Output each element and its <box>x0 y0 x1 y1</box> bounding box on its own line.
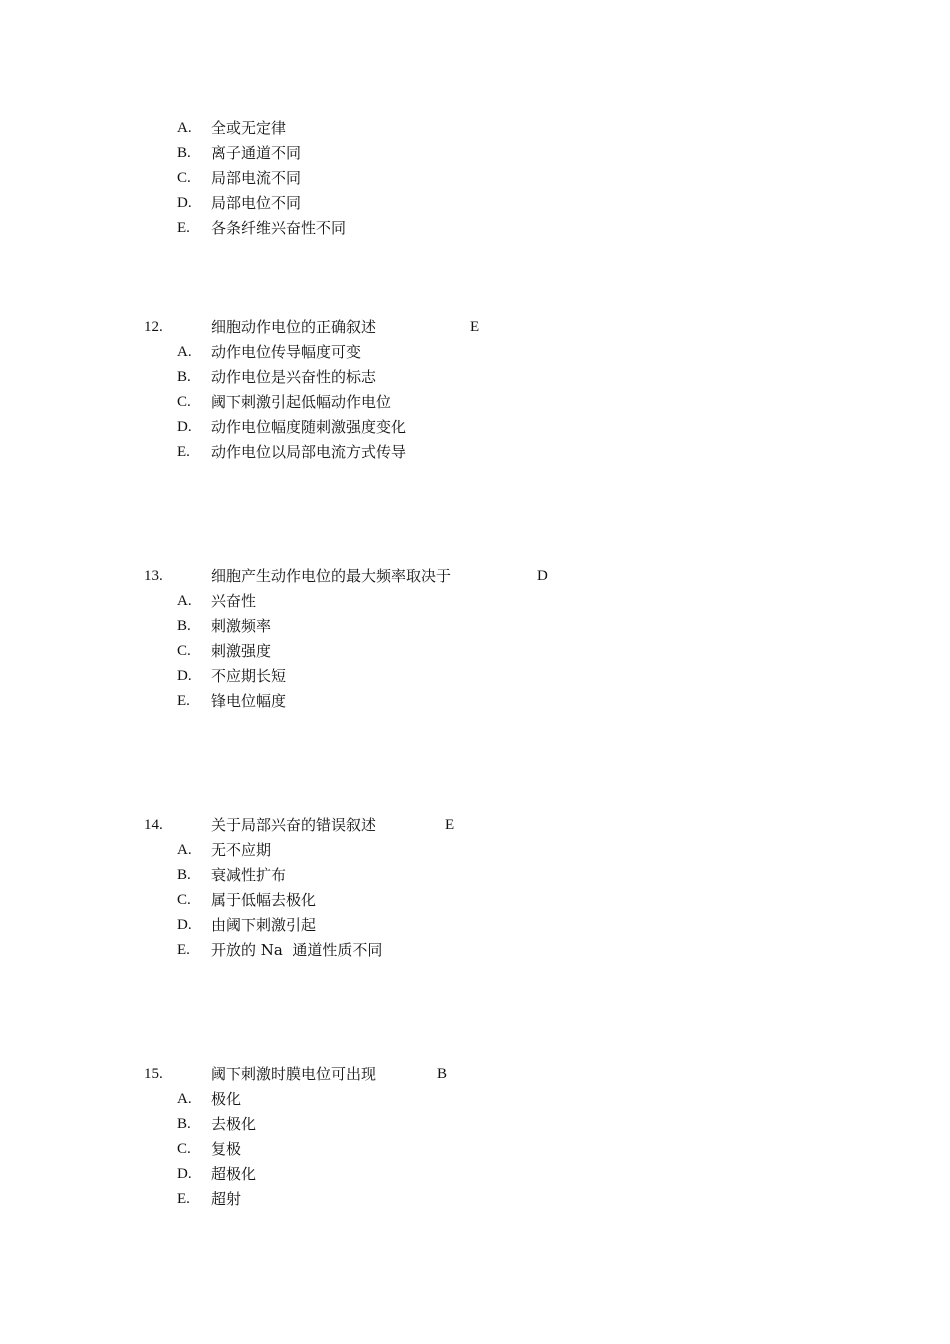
option-letter: B. <box>177 1116 191 1132</box>
option-letter: D. <box>177 1166 192 1182</box>
option-letter: C. <box>177 892 191 908</box>
option-letter: D. <box>177 917 192 933</box>
option-letter: B. <box>177 369 191 385</box>
option-text: 刺激频率 <box>211 617 272 635</box>
option-text: 局部电流不同 <box>211 169 302 187</box>
question-header <box>0 315 950 340</box>
option-row <box>0 116 950 141</box>
option-text: 阈下刺激引起低幅动作电位 <box>211 393 392 411</box>
option-text: 动作电位幅度随刺激强度变化 <box>211 418 407 436</box>
option-letter: E. <box>177 693 190 709</box>
option-text: 复极 <box>211 1140 242 1158</box>
option-text: 属于低幅去极化 <box>211 891 317 909</box>
option-text: 由阈下刺激引起 <box>211 916 317 934</box>
option-row <box>0 415 950 440</box>
option-row <box>0 141 950 166</box>
option-text: 不应期长短 <box>211 667 287 685</box>
question-answer: D <box>537 568 548 584</box>
option-letter: A. <box>177 120 192 136</box>
option-row <box>0 664 950 689</box>
option-row <box>0 166 950 191</box>
option-row <box>0 888 950 913</box>
option-letter: C. <box>177 643 191 659</box>
option-text: 去极化 <box>211 1115 257 1133</box>
option-letter: B. <box>177 867 191 883</box>
option-row <box>0 838 950 863</box>
option-text: 开放的 Na 通道性质不同 <box>211 941 383 959</box>
option-letter: E. <box>177 444 190 460</box>
option-text: 超射 <box>211 1190 242 1208</box>
option-row <box>0 390 950 415</box>
option-row <box>0 1112 950 1137</box>
question-number: 13. <box>144 568 163 584</box>
option-row <box>0 1187 950 1212</box>
option-row <box>0 440 950 465</box>
question-text: 细胞动作电位的正确叙述 <box>211 318 377 336</box>
option-text: 兴奋性 <box>211 592 257 610</box>
option-row <box>0 913 950 938</box>
option-letter: C. <box>177 170 191 186</box>
question-header <box>0 1062 950 1087</box>
option-text: 动作电位以局部电流方式传导 <box>211 443 407 461</box>
option-row <box>0 1137 950 1162</box>
question-number: 14. <box>144 817 163 833</box>
option-letter: E. <box>177 942 190 958</box>
option-text: 刺激强度 <box>211 642 272 660</box>
option-row <box>0 863 950 888</box>
question-text: 关于局部兴奋的错误叙述 <box>211 816 377 834</box>
option-letter: A. <box>177 842 192 858</box>
option-letter: D. <box>177 668 192 684</box>
question-header <box>0 564 950 589</box>
option-text: 动作电位是兴奋性的标志 <box>211 368 377 386</box>
option-text: 极化 <box>211 1090 242 1108</box>
option-text: 动作电位传导幅度可变 <box>211 343 362 361</box>
option-text: 局部电位不同 <box>211 194 302 212</box>
option-letter: E. <box>177 220 190 236</box>
option-letter: A. <box>177 593 192 609</box>
option-row <box>0 689 950 714</box>
question-answer: E <box>470 319 480 335</box>
option-letter: B. <box>177 618 191 634</box>
option-row <box>0 216 950 241</box>
question-number: 15. <box>144 1066 163 1082</box>
question-text: 阈下刺激时膜电位可出现 <box>211 1065 377 1083</box>
option-row <box>0 589 950 614</box>
question-number: 12. <box>144 319 163 335</box>
option-letter: C. <box>177 1141 191 1157</box>
option-row <box>0 1162 950 1187</box>
option-letter: A. <box>177 1091 192 1107</box>
option-row <box>0 365 950 390</box>
option-row <box>0 1087 950 1112</box>
option-row <box>0 191 950 216</box>
option-text: 超极化 <box>211 1165 257 1183</box>
option-text: 各条纤维兴奋性不同 <box>211 219 347 237</box>
question-text: 细胞产生动作电位的最大频率取决于 <box>211 567 452 585</box>
question-answer: B <box>437 1066 448 1082</box>
option-row <box>0 639 950 664</box>
option-letter: C. <box>177 394 191 410</box>
question-answer: E <box>445 817 455 833</box>
question-header <box>0 813 950 838</box>
option-text: 锋电位幅度 <box>211 692 287 710</box>
option-text: 离子通道不同 <box>211 144 302 162</box>
option-row <box>0 938 950 963</box>
option-row <box>0 614 950 639</box>
option-letter: D. <box>177 419 192 435</box>
option-letter: D. <box>177 195 192 211</box>
option-letter: B. <box>177 145 191 161</box>
option-row <box>0 340 950 365</box>
option-letter: E. <box>177 1191 190 1207</box>
option-text: 全或无定律 <box>211 119 287 137</box>
option-letter: A. <box>177 344 192 360</box>
option-text: 衰减性扩布 <box>211 866 287 884</box>
option-text: 无不应期 <box>211 841 272 859</box>
